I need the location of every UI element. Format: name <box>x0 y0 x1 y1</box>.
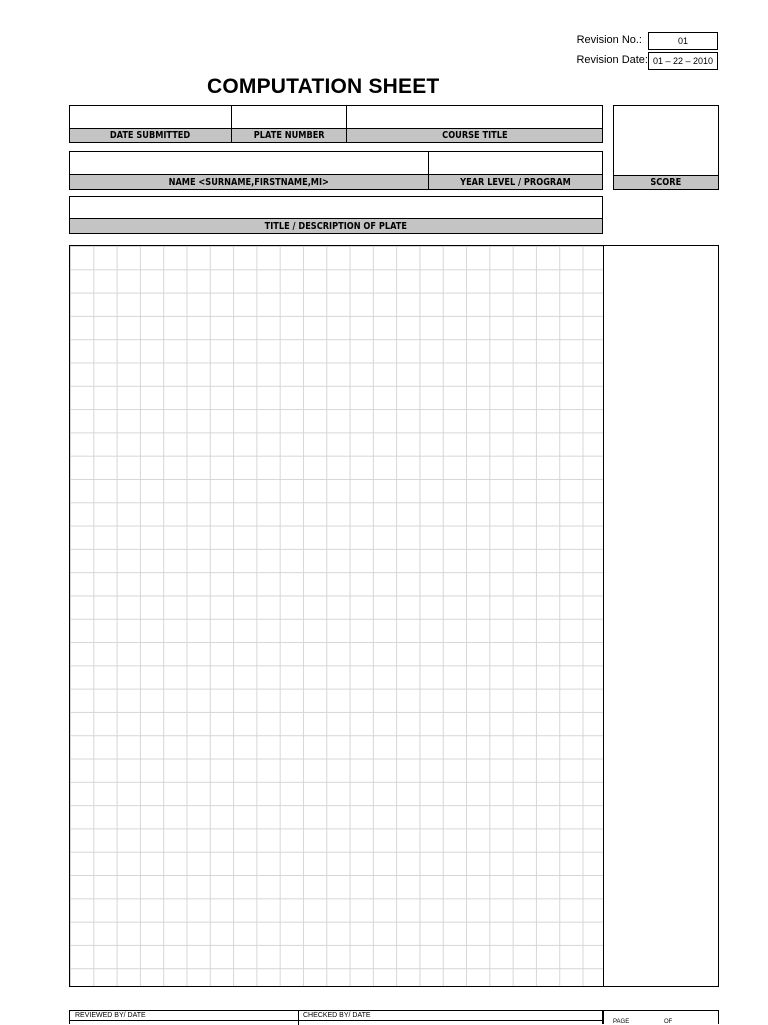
page-number-box[interactable] <box>603 1010 719 1024</box>
revision-date-field[interactable]: 01 – 22 – 2010 <box>648 52 718 70</box>
footer-divider <box>298 1011 299 1025</box>
plate-number-label: PLATE NUMBER <box>231 128 347 143</box>
plate-title-input[interactable] <box>69 196 603 219</box>
revision-no-label: Revision No.: <box>576 34 642 46</box>
page-label: PAGE <box>613 1019 630 1025</box>
row1-input-area[interactable] <box>69 105 603 129</box>
side-notes-column[interactable] <box>603 245 719 987</box>
course-title-label: COURSE TITLE <box>346 128 603 143</box>
footer-signoff <box>69 1010 603 1024</box>
revision-no-field[interactable]: 01 <box>648 32 718 50</box>
name-label: NAME <SURNAME,FIRSTNAME,MI> <box>69 174 429 190</box>
score-label: SCORE <box>613 175 719 190</box>
row2-divider <box>428 152 429 176</box>
computation-grid[interactable] <box>69 245 604 987</box>
year-level-program-label: YEAR LEVEL / PROGRAM <box>428 174 603 190</box>
score-input[interactable] <box>613 105 719 176</box>
reviewed-by-label: REVIEWED BY/ DATE <box>75 1012 146 1019</box>
page-title: COMPUTATION SHEET <box>207 75 440 98</box>
plate-title-label: TITLE / DESCRIPTION OF PLATE <box>69 218 603 234</box>
revision-date-label: Revision Date: <box>576 54 648 66</box>
row2-input-area[interactable] <box>69 151 603 175</box>
row1-divider-1 <box>231 106 232 130</box>
row1-divider-2 <box>346 106 347 130</box>
date-submitted-label: DATE SUBMITTED <box>69 128 232 143</box>
page-of-label: OF <box>664 1019 673 1025</box>
checked-by-label: CHECKED BY/ DATE <box>303 1012 371 1019</box>
